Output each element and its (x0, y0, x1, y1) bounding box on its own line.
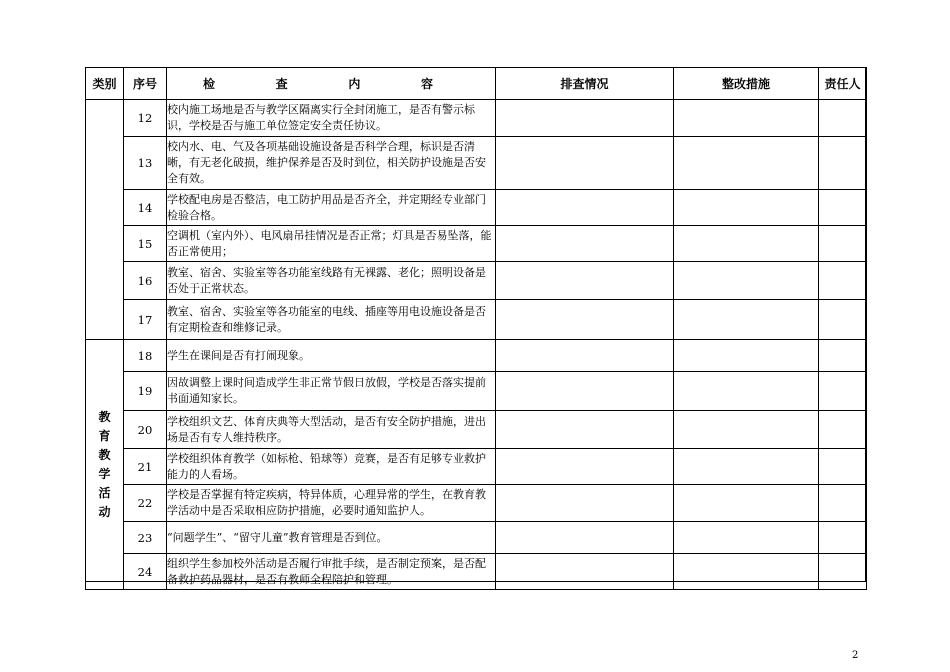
header-content (167, 68, 496, 100)
rectification-cell (674, 340, 819, 372)
header-content-char: 查 (275, 77, 288, 91)
table-row (86, 372, 867, 411)
responsible-cell (819, 226, 867, 262)
content-cell: 学校配电房是否整洁，电工防护用品是否齐全，并定期经专业部门检验合格。 (167, 190, 496, 226)
seq-cell: 24 (124, 554, 167, 590)
responsible-cell (819, 137, 867, 190)
rectification-cell (674, 262, 819, 300)
seq-cell: 18 (124, 340, 167, 372)
rectification-cell (674, 226, 819, 262)
content-cell: 学生在课间是否有打闹现象。 (167, 340, 496, 372)
content-cell: 教室、宿舍、实验室等各功能室线路有无裸露、老化；照明设备是否处于正常状态。 (167, 262, 496, 300)
header-rectification: 整改措施 (674, 68, 819, 100)
table-row (86, 554, 867, 590)
seq-cell: 22 (124, 485, 167, 522)
responsible-cell (819, 485, 867, 522)
rectification-cell (674, 372, 819, 411)
seq-cell: 12 (124, 100, 167, 137)
inspection-cell (496, 137, 674, 190)
header-responsible: 责任人 (819, 68, 867, 100)
table-row (86, 226, 867, 262)
table-row (86, 100, 867, 137)
seq-cell: 23 (124, 522, 167, 554)
inspection-cell (496, 100, 674, 137)
rectification-cell (674, 554, 819, 590)
rectification-cell (674, 300, 819, 340)
category-label: 教育教学活动 (98, 409, 111, 519)
inspection-cell (496, 262, 674, 300)
safety-check-table (85, 67, 867, 590)
seq-cell: 15 (124, 226, 167, 262)
header-seq: 序号 (124, 68, 167, 100)
header-inspection: 排查情况 (496, 68, 674, 100)
rectification-cell (674, 449, 819, 485)
seq-cell: 17 (124, 300, 167, 340)
content-cell: 学校是否掌握有特定疾病，特异体质，心理异常的学生，在教育教学活动中是否采取相应防护措施，必要时通知监护人。 (167, 485, 496, 522)
content-cell: 校内水、电、气及各项基础设施设备是否科学合理，标识是否清晰，有无老化破损，维护保养是否及时到位，相关防护设施是否安全有效。 (167, 137, 496, 190)
content-cell: 教室、宿舍、实验室等各功能室的电线、插座等用电设施设备是否有定期检查和维修记录。 (167, 300, 496, 340)
inspection-cell (496, 190, 674, 226)
responsible-cell (819, 522, 867, 554)
responsible-cell (819, 449, 867, 485)
inspection-cell (496, 340, 674, 372)
table-row (86, 137, 867, 190)
content-cell: 空调机（室内外）、电风扇吊挂情况是否正常；灯具是否易坠落，能否正常使用； (167, 226, 496, 262)
content-cell: 校内施工场地是否与教学区隔离实行全封闭施工，是否有警示标识，学校是否与施工单位签定安全责任协议。 (167, 100, 496, 137)
seq-cell: 13 (124, 137, 167, 190)
header-content-char: 检 (203, 77, 216, 91)
header-content-char: 内 (348, 77, 361, 91)
responsible-cell (819, 372, 867, 411)
category-cell (86, 340, 124, 590)
content-cell: 组织学生参加校外活动是否履行审批手续，是否制定预案，是否配备救护药品器材，是否有教师全程陪护和管理。 (167, 554, 496, 590)
inspection-cell (496, 449, 674, 485)
table-row (86, 449, 867, 485)
inspection-cell (496, 226, 674, 262)
seq-cell: 14 (124, 190, 167, 226)
table-row (86, 340, 867, 372)
content-cell: “问题学生”、“留守儿童”教育管理是否到位。 (167, 522, 496, 554)
rectification-cell (674, 137, 819, 190)
responsible-cell (819, 340, 867, 372)
inspection-cell (496, 372, 674, 411)
responsible-cell (819, 300, 867, 340)
rectification-cell (674, 190, 819, 226)
table-row (86, 522, 867, 554)
table-row (86, 190, 867, 226)
rectification-cell (674, 522, 819, 554)
rectification-cell (674, 411, 819, 449)
header-row (86, 68, 867, 100)
content-cell: 学校组织体育教学（如标枪、铅球等）竞赛，是否有足够专业救护能力的人看场。 (167, 449, 496, 485)
rectification-cell (674, 100, 819, 137)
responsible-cell (819, 190, 867, 226)
inspection-cell (496, 554, 674, 590)
rectification-cell (674, 485, 819, 522)
table-row (86, 411, 867, 449)
page-number: 2 (852, 650, 859, 661)
inspection-cell (496, 522, 674, 554)
seq-cell: 16 (124, 262, 167, 300)
responsible-cell (819, 411, 867, 449)
seq-cell: 21 (124, 449, 167, 485)
table-row (86, 300, 867, 340)
inspection-cell (496, 300, 674, 340)
responsible-cell (819, 262, 867, 300)
header-category: 类别 (86, 68, 124, 100)
content-cell: 因故调整上课时间造成学生非正常节假日放假，学校是否落实提前书面通知家长。 (167, 372, 496, 411)
responsible-cell (819, 554, 867, 590)
inspection-cell (496, 411, 674, 449)
category-cell (86, 100, 124, 340)
header-content-char: 容 (420, 77, 433, 91)
table-row (86, 262, 867, 300)
content-cell: 学校组织文艺、体育庆典等大型活动，是否有安全防护措施，进出场是否有专人维持秩序。 (167, 411, 496, 449)
seq-cell: 20 (124, 411, 167, 449)
seq-cell: 19 (124, 372, 167, 411)
responsible-cell (819, 100, 867, 137)
table-row (86, 485, 867, 522)
inspection-cell (496, 485, 674, 522)
